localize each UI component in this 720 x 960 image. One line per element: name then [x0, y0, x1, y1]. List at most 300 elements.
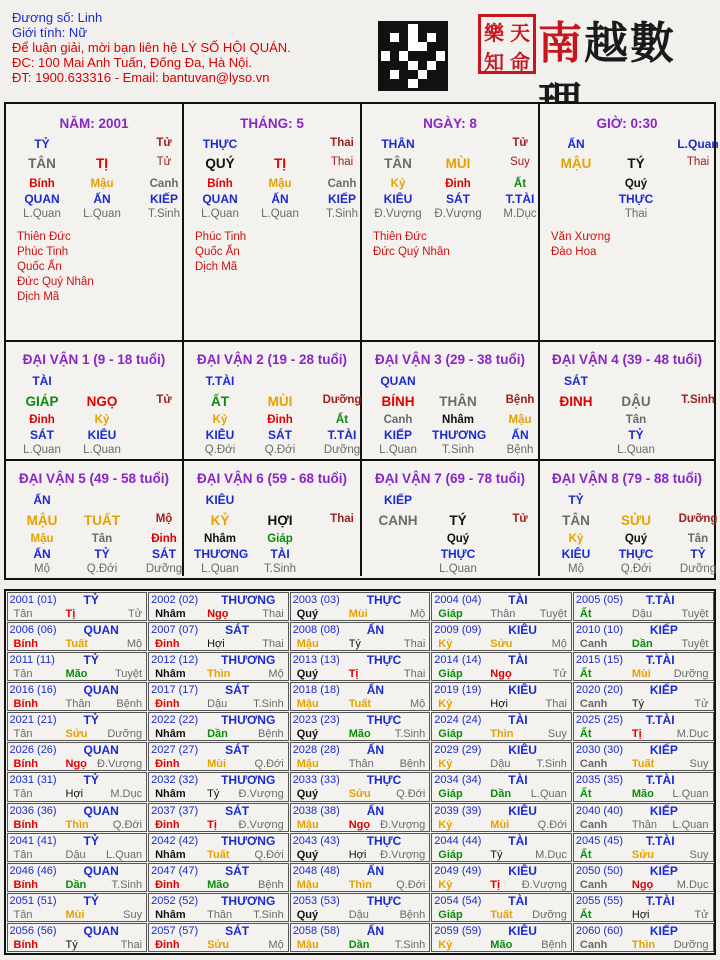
year-life-stage: Suy [689, 758, 709, 771]
year-stem: Nhâm [155, 667, 186, 680]
hidden-ten-god: QUAN [24, 192, 60, 206]
earthly-branch: MÙI [445, 156, 471, 171]
heavenly-stem: QUÝ [205, 156, 235, 171]
year-life-stage: Đ.Vượng [96, 758, 143, 771]
year-branch: Thân [65, 697, 91, 710]
hidden-ten-god: THỰC [440, 547, 476, 561]
year-ten-god: QUAN [83, 924, 119, 939]
year-stem: Mậu [296, 697, 319, 710]
year-cell[interactable] [7, 652, 148, 681]
year-life-stage: M.Dục [676, 728, 709, 741]
year-cell[interactable] [431, 712, 572, 741]
year-ten-god: TỶ [83, 713, 99, 728]
year-stem: Canh [579, 758, 608, 771]
year-ten-god: TÀI [508, 652, 528, 667]
year-life-stage: Q.Đới [396, 878, 426, 891]
year-ten-god: KIẾP [649, 622, 678, 637]
year-stem: Kỷ [438, 878, 453, 891]
dai-van-cell [362, 342, 540, 461]
year-ten-god: KIẾP [649, 682, 678, 697]
year-life-stage: M.Dục [110, 788, 143, 801]
year-label: 2054 (54) [434, 895, 482, 908]
year-life-stage: Thai [403, 667, 426, 680]
year-label: 2035 (35) [575, 774, 623, 787]
year-label: 2028 (28) [292, 744, 340, 757]
year-branch: Mão [65, 667, 88, 680]
year-stem: Kỷ [438, 758, 453, 771]
hidden-ten-god: THỰC [618, 547, 654, 561]
earthly-branch: SỬU [621, 513, 651, 528]
year-life-stage: Q.Đới [396, 788, 426, 801]
heavenly-stem: TÂN [384, 156, 412, 171]
year-ten-god: SÁT [225, 924, 250, 939]
hidden-ten-god: KIẾP [327, 192, 356, 206]
year-label: 2056 (56) [9, 925, 57, 938]
year-life-stage: Suy [689, 848, 709, 861]
year-ten-god: THƯƠNG [221, 894, 276, 909]
earthly-branch: TUẤT [84, 513, 120, 528]
year-cell[interactable] [573, 803, 714, 832]
hidden-life-stage: L.Quan [439, 563, 477, 575]
year-cell[interactable] [148, 622, 289, 651]
year-cell[interactable] [573, 682, 714, 711]
hidden-life-stage: Đ.Vượng [374, 208, 422, 220]
life-stage: Tử [156, 394, 172, 406]
year-label: 2043 (43) [292, 834, 340, 847]
year-life-stage: Dưỡng [673, 939, 709, 952]
year-ten-god: KIẾP [649, 743, 678, 758]
year-stem: Nhâm [155, 728, 186, 741]
hidden-life-stage: L.Quan [23, 208, 61, 220]
year-branch: Tị [65, 607, 76, 620]
hidden-stem: Mậu [268, 178, 292, 190]
year-ten-god: QUAN [83, 682, 119, 697]
year-ten-god: ẤN [366, 924, 385, 939]
life-stage: Mộ [155, 513, 173, 525]
logo-char: 南 [538, 18, 584, 69]
year-cell[interactable] [431, 772, 572, 801]
hidden-ten-god: SÁT [30, 428, 54, 442]
hidden-stem: Mậu [30, 533, 54, 545]
year-ten-god: KIÊU [508, 924, 537, 939]
year-cell[interactable] [431, 592, 572, 621]
year-ten-god: THỰC [366, 652, 402, 667]
year-stem: Kỷ [438, 637, 453, 650]
hidden-stem: Đinh [151, 533, 177, 545]
hidden-ten-god: KIÊU [205, 428, 235, 442]
hidden-stem: Đinh [267, 414, 293, 426]
year-cell[interactable] [148, 682, 289, 711]
year-cell[interactable] [148, 592, 289, 621]
year-branch: Ngọ [207, 607, 229, 620]
hidden-life-stage: Đ.Vượng [434, 208, 482, 220]
year-cell[interactable] [290, 622, 431, 651]
hidden-ten-god: T.TÀI [327, 428, 357, 442]
year-life-stage: L.Quan [672, 788, 709, 801]
year-label: 2046 (46) [9, 864, 57, 877]
year-cell[interactable] [290, 592, 431, 621]
star-item: Quốc Ấn [195, 246, 240, 258]
ten-god-top: ẤN [33, 493, 51, 507]
star-item: Dịch Mã [195, 261, 238, 273]
year-cell[interactable] [573, 652, 714, 681]
star-item: Đức Quý Nhân [373, 246, 450, 258]
year-stem: Bính [13, 758, 38, 771]
year-ten-god: THƯƠNG [221, 833, 276, 848]
year-cell[interactable] [290, 803, 431, 832]
year-ten-god: KIẾP [649, 803, 678, 818]
year-life-stage: L.Quan [672, 818, 709, 831]
year-ten-god: THƯƠNG [221, 773, 276, 788]
dai-van-title: ĐẠI VẬN 3 (29 - 38 tuổi) [374, 352, 526, 367]
year-cell[interactable] [290, 833, 431, 862]
year-life-stage: Đ.Vượng [380, 818, 426, 831]
year-cell[interactable] [148, 833, 289, 862]
year-stem: Bính [13, 818, 38, 831]
earthly-branch: HỢI [267, 513, 293, 528]
year-ten-god: T.TÀI [645, 713, 675, 728]
hidden-life-stage: T.Sinh [148, 208, 180, 220]
year-cell[interactable] [573, 893, 714, 922]
hidden-life-stage: M.Dục [503, 208, 537, 220]
hidden-stem: Kỷ [568, 533, 584, 545]
year-stem: Bính [13, 878, 38, 891]
year-ten-god: ẤN [366, 803, 385, 818]
year-branch: Mão [348, 728, 371, 741]
year-stem: Nhâm [155, 848, 186, 861]
year-branch: Dần [348, 939, 370, 952]
year-stem: Tân [13, 667, 33, 680]
hidden-stem: Giáp [267, 533, 293, 545]
year-branch: Dậu [631, 607, 653, 620]
year-label: 2051 (51) [9, 895, 57, 908]
year-ten-god: THƯƠNG [221, 592, 276, 607]
year-cell[interactable] [431, 682, 572, 711]
earthly-branch: TÝ [449, 513, 467, 528]
year-cell[interactable] [7, 682, 148, 711]
hidden-stem: Quý [446, 533, 470, 545]
life-stage: Thai [686, 156, 710, 168]
year-stem: Tân [13, 607, 33, 620]
year-branch: Ngọ [65, 758, 87, 771]
year-stem: Bính [13, 697, 38, 710]
ten-god-top: L.Quan [677, 137, 719, 151]
year-ten-god: ẤN [366, 622, 385, 637]
phone-email-line: ĐT: 1900.633316 - Email: bantuvan@lyso.vn [12, 70, 270, 85]
year-ten-god: TÀI [508, 894, 528, 909]
year-life-stage: Dưỡng [673, 667, 709, 680]
year-label: 2026 (26) [9, 744, 57, 757]
year-stem: Ất [579, 728, 592, 741]
heavenly-stem: CANH [378, 513, 418, 528]
year-cell[interactable] [7, 863, 148, 892]
hidden-ten-god: KIẾP [383, 428, 412, 442]
year-label: 2041 (41) [9, 834, 57, 847]
year-branch: Sửu [65, 728, 88, 741]
ten-god-top: Tử [156, 137, 172, 149]
year-branch: Thìn [631, 939, 656, 952]
year-label: 2048 (48) [292, 864, 340, 877]
year-life-stage: Thai [545, 697, 567, 710]
year-label: 2001 (01) [9, 593, 57, 606]
year-branch: Tị [631, 728, 642, 741]
year-life-stage: T.Sinh [394, 939, 426, 952]
year-life-stage: T.Sinh [536, 758, 567, 771]
year-branch: Mùi [490, 818, 510, 831]
year-cell[interactable] [148, 742, 289, 771]
dai-van-title: ĐẠI VẬN 8 (79 - 88 tuổi) [551, 471, 703, 486]
year-cell[interactable] [290, 863, 431, 892]
year-life-stage: Tử [694, 909, 709, 922]
year-cell[interactable] [148, 863, 289, 892]
year-cell[interactable] [7, 742, 148, 771]
star-item: Phúc Tinh [195, 231, 247, 243]
year-cell[interactable] [431, 803, 572, 832]
hidden-stem: Ất [513, 178, 527, 190]
dai-van-title: ĐẠI VẬN 7 (69 - 78 tuổi) [374, 471, 526, 486]
year-life-stage: Mộ [268, 667, 284, 680]
hidden-ten-god: TỶ [690, 547, 706, 561]
hidden-life-stage: L.Quan [201, 208, 239, 220]
ten-god-top: TỶ [568, 493, 584, 507]
year-ten-god: KIẾP [649, 863, 678, 878]
year-branch: Dần [631, 637, 653, 650]
year-ten-god: KIÊU [508, 803, 537, 818]
hidden-stem: Nhâm [204, 533, 236, 545]
hidden-ten-god: KIÊU [87, 428, 117, 442]
year-cell[interactable] [148, 712, 289, 741]
heavenly-stem: MẬU [26, 513, 58, 528]
hidden-life-stage: Q.Đới [204, 444, 236, 456]
year-branch: Tuất [490, 909, 513, 922]
hidden-life-stage: Mộ [568, 563, 584, 575]
pillar-cell [362, 104, 540, 342]
hidden-stem: Canh [149, 178, 179, 190]
year-cell[interactable] [7, 712, 148, 741]
year-cell[interactable] [7, 893, 148, 922]
year-stem: Giáp [438, 728, 463, 741]
pillar-title: THÁNG: 5 [240, 116, 304, 131]
year-ten-god: THỰC [366, 592, 402, 607]
life-stage: Suy [510, 156, 530, 168]
star-item: Dịch Mã [17, 291, 60, 303]
year-cell[interactable] [148, 923, 289, 952]
dai-van-title: ĐẠI VẬN 4 (39 - 48 tuổi) [551, 352, 703, 367]
year-label: 2059 (59) [434, 925, 482, 938]
year-cell[interactable] [7, 622, 148, 651]
hidden-stem: Kỷ [94, 414, 110, 426]
year-cell[interactable] [573, 923, 714, 952]
year-branch: Dần [207, 728, 228, 741]
qr-code[interactable] [378, 21, 448, 91]
year-cell[interactable] [7, 833, 148, 862]
year-label: 2015 (15) [575, 653, 623, 666]
year-cell[interactable] [148, 893, 289, 922]
year-branch: Sửu [348, 788, 371, 801]
hidden-life-stage: Q.Đới [86, 563, 118, 575]
ten-god-top: KIẾP [383, 493, 412, 507]
year-label: 2060 (60) [575, 925, 623, 938]
year-branch: Dậu [490, 758, 511, 771]
year-branch: Mùi [631, 667, 651, 680]
year-life-stage: Tử [552, 667, 567, 680]
hidden-stem: Nhâm [442, 414, 474, 426]
year-life-stage: Q.Đới [537, 818, 567, 831]
year-branch: Tị [348, 667, 359, 680]
year-cell[interactable] [7, 772, 148, 801]
year-cell[interactable] [290, 772, 431, 801]
year-ten-god: T.TÀI [645, 833, 675, 848]
year-ten-god: SÁT [225, 803, 250, 818]
year-stem: Mậu [296, 818, 319, 831]
year-cell[interactable] [7, 592, 148, 621]
year-ten-god: SÁT [225, 863, 250, 878]
hidden-life-stage: Dưỡng [323, 444, 361, 456]
year-cell[interactable] [431, 622, 572, 651]
year-label: 2031 (31) [9, 774, 57, 787]
year-stem: Giáp [438, 788, 463, 801]
year-ten-god: KIÊU [508, 682, 537, 697]
year-branch: Tị [490, 878, 501, 891]
year-cell[interactable] [290, 923, 431, 952]
year-ten-god: THƯƠNG [221, 713, 276, 728]
year-ten-god: KIÊU [508, 622, 537, 637]
year-stem: Giáp [438, 667, 463, 680]
year-ten-god: TỶ [83, 652, 99, 667]
year-cell[interactable] [573, 863, 714, 892]
header-info [12, 10, 291, 85]
year-label: 2023 (23) [292, 714, 340, 727]
year-label: 2053 (53) [292, 895, 340, 908]
hidden-life-stage: Dưỡng [145, 563, 183, 575]
year-stem: Nhâm [155, 607, 186, 620]
ten-god-top: THÂN [381, 137, 415, 151]
hidden-ten-god: SÁT [268, 428, 292, 442]
year-cell[interactable] [431, 833, 572, 862]
year-label: 2003 (03) [292, 593, 340, 606]
year-cell[interactable] [290, 712, 431, 741]
year-stem: Đinh [155, 697, 180, 710]
year-cell[interactable] [573, 622, 714, 651]
year-life-stage: Đ.Vượng [238, 788, 284, 801]
year-life-stage: Đ.Vượng [238, 818, 284, 831]
year-life-stage: Suy [123, 909, 143, 922]
ten-god-top: TÀI [32, 374, 52, 388]
year-ten-god: THỰC [366, 773, 402, 788]
year-cell[interactable] [431, 863, 572, 892]
year-branch: Mùi [348, 607, 368, 620]
dai-van-title: ĐẠI VẬN 5 (49 - 58 tuổi) [18, 471, 170, 486]
hidden-stem: Tân [91, 533, 113, 545]
year-cell[interactable] [148, 772, 289, 801]
year-branch: Tị [207, 818, 217, 831]
ten-god-top: THỰC [202, 137, 238, 151]
year-branch: Thìn [65, 818, 89, 831]
hidden-life-stage: T.Sinh [326, 208, 358, 220]
year-cell[interactable] [7, 803, 148, 832]
year-life-stage: Mộ [410, 607, 426, 620]
year-stem: Kỷ [438, 818, 453, 831]
year-cell[interactable] [148, 803, 289, 832]
hidden-life-stage: Dưỡng [679, 563, 717, 575]
hidden-ten-god: TỶ [628, 428, 644, 442]
year-life-stage: T.Sinh [394, 728, 426, 741]
year-cell[interactable] [431, 742, 572, 771]
contact-line: Để luận giải, mời bạn liên hệ LÝ SỐ HỘI QUÁN. [12, 40, 291, 55]
hidden-life-stage: L.Quan [617, 444, 655, 456]
hidden-ten-god: ẤN [271, 192, 289, 206]
year-branch: Tuất [348, 697, 372, 710]
year-cell[interactable] [573, 742, 714, 771]
pillar-title: NGÀY: 8 [423, 116, 477, 131]
year-life-stage: Thai [120, 939, 143, 952]
year-life-stage: Q.Đới [112, 818, 143, 831]
hidden-stem: Quý [624, 178, 648, 190]
duong-so: Đương số: Linh [12, 10, 103, 25]
year-life-stage: Tuyệt [681, 607, 709, 620]
year-branch: Thìn [490, 728, 514, 741]
year-cell[interactable] [431, 893, 572, 922]
year-life-stage: Bệnh [116, 697, 143, 710]
hidden-stem: Mậu [90, 178, 114, 190]
hidden-ten-god: TÀI [270, 547, 290, 561]
year-cell[interactable] [290, 682, 431, 711]
year-stem: Đinh [155, 878, 180, 891]
year-life-stage: Q.Đới [254, 758, 284, 771]
year-cell[interactable] [431, 652, 572, 681]
hidden-ten-god: THƯƠNG [194, 547, 249, 561]
year-cell[interactable] [290, 742, 431, 771]
year-cell[interactable] [431, 923, 572, 952]
year-branch: Tý [631, 697, 645, 710]
year-branch: Hợi [65, 788, 84, 801]
year-cell[interactable] [290, 652, 431, 681]
year-label: 2006 (06) [9, 623, 57, 636]
year-label: 2018 (18) [292, 683, 340, 696]
year-cell[interactable] [573, 712, 714, 741]
year-cell[interactable] [573, 833, 714, 862]
year-stem: Canh [579, 878, 608, 891]
year-stem: Đinh [155, 637, 180, 650]
year-label: 2021 (21) [9, 714, 57, 727]
dai-van-cell [6, 342, 184, 461]
hidden-life-stage: Bệnh [506, 444, 534, 456]
chart-grid [4, 102, 719, 580]
year-cell[interactable] [573, 592, 714, 621]
year-stem: Mậu [296, 939, 319, 952]
year-life-stage: M.Dục [535, 848, 567, 861]
year-cell[interactable] [7, 923, 148, 952]
earthly-branch: THÂN [439, 394, 477, 409]
year-label: 2010 (10) [575, 623, 623, 636]
hidden-life-stage: L.Quan [83, 444, 121, 456]
year-branch: Tuất [207, 848, 230, 861]
year-life-stage: Mộ [268, 939, 284, 952]
year-branch: Hợi [207, 637, 225, 650]
hidden-life-stage: T.Sinh [442, 444, 474, 456]
year-label: 2019 (19) [434, 683, 482, 696]
year-stem: Canh [579, 697, 608, 710]
year-branch: Dậu [207, 697, 228, 710]
year-cell[interactable] [290, 893, 431, 922]
hidden-ten-god: KIÊU [383, 192, 413, 206]
year-label: 2002 (02) [151, 593, 199, 606]
hidden-life-stage: L.Quan [23, 444, 61, 456]
year-cell[interactable] [148, 652, 289, 681]
heavenly-stem: TÂN [562, 513, 590, 528]
year-cell[interactable] [573, 772, 714, 801]
year-label: 2004 (04) [434, 593, 482, 606]
